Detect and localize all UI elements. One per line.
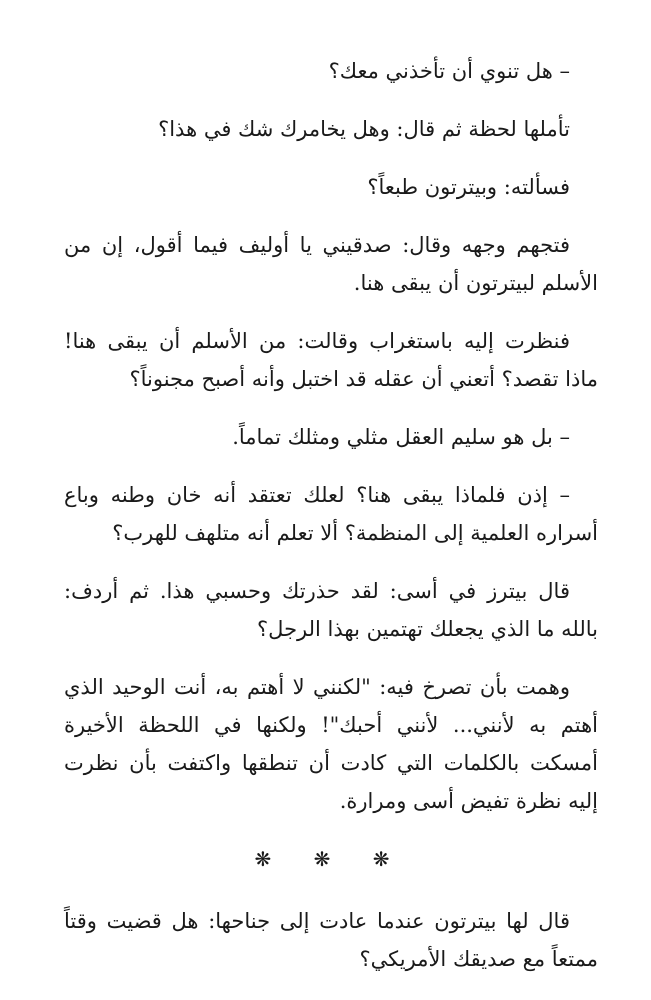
closing-paragraph: قال لها بيترتون عندما عادت إلى جناحها: هل قضيت وقتاً ممتعاً مع صديقك الأمريكي؟ [64,909,598,971]
paragraph-1: – هل تنوي أن تأخذني معك؟ [328,59,570,83]
paragraph-2: تأملها لحظة ثم قال: وهل يخامرك شك في هذا؟ [158,117,570,141]
paragraph-8: قال بيترز في أسى: لقد حذرتك وحسبي هذا. ثم أردف: بالله ما الذي يجعلك تهتمين بهذا الرجل؟ [64,579,598,641]
book-page [64,52,598,998]
section-separator: ❋ ❋ ❋ [254,847,408,871]
paragraph-6: – بل هو سليم العقل مثلي ومثلك تماماً. [232,425,570,449]
paragraph-4: فتجهم وجهه وقال: صدقيني يا أوليف فيما أقول، إن من الأسلم لبيترتون أن يبقى هنا. [64,233,598,295]
paragraph-7: – إذن فلماذا يبقى هنا؟ لعلك تعتقد أنه خان وطنه وباع أسراره العلمية إلى المنظمة؟ ألا تعلم أنه متلهف للهرب؟ [64,483,598,545]
paragraph-3: فسألته: وبيترتون طبعاً؟ [367,175,570,199]
paragraph-9: وهمت بأن تصرخ فيه: "لكنني لا أهتم به، أنت الوحيد الذي أهتم به لأنني... لأنني أحبك"! ولكنها في اللحظة الأخيرة أمسكت بالكلمات التي كادت أن تنطقها واكتفت بأن نظرت إليه نظرة تفيض أسى ومرارة. [64,675,598,813]
paragraph-5: فنظرت إليه باستغراب وقالت: من الأسلم أن يبقى هنا! ماذا تقصد؟ أتعني أن عقله قد اختبل وأنه أصبح مجنوناً؟ [64,329,598,391]
